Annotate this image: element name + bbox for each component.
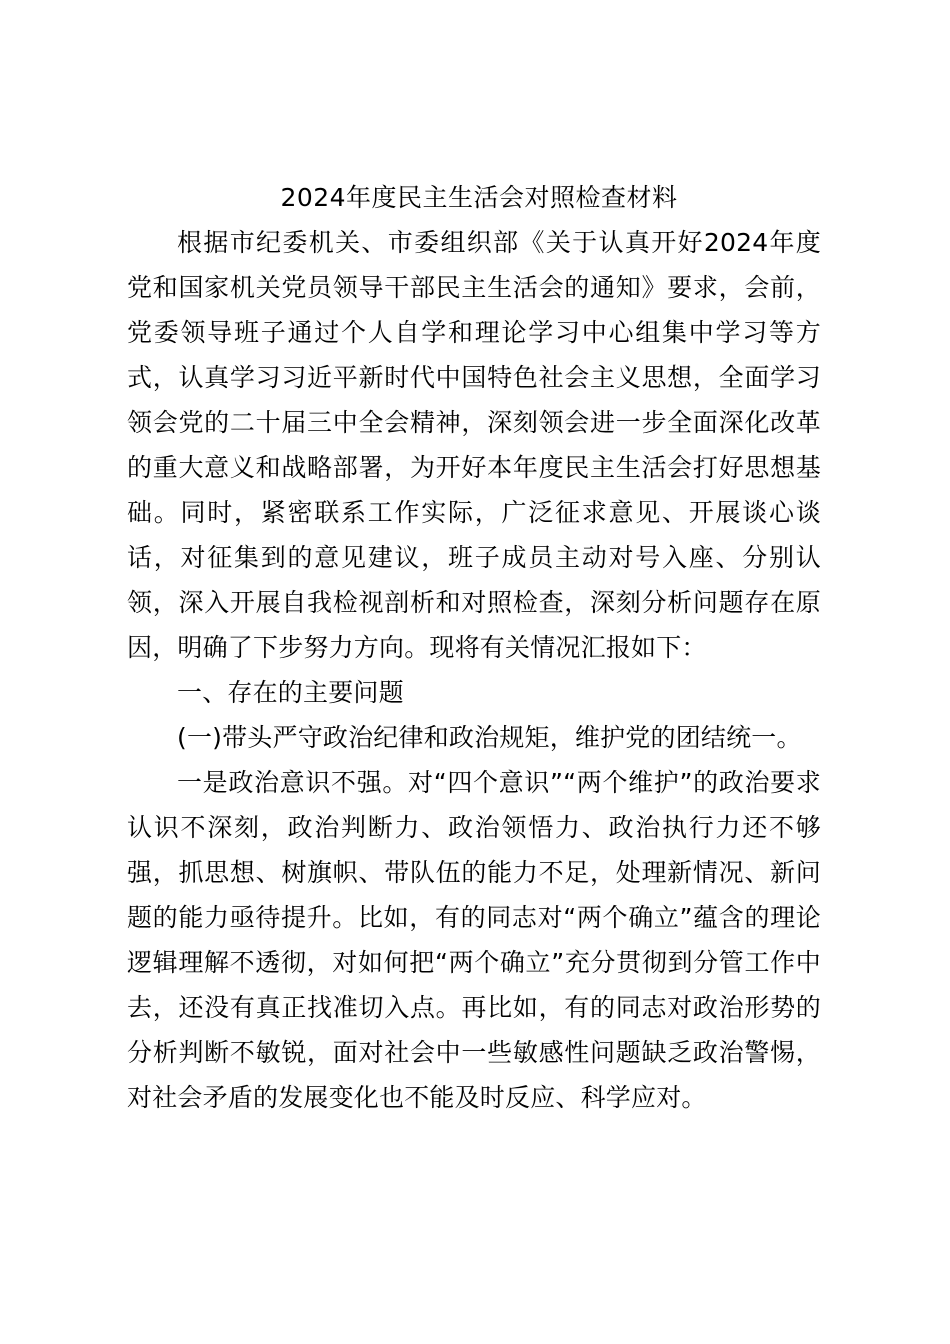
intro-paragraph: 根据市纪委机关、市委组织部《关于认真开好2024年度党和国家机关党员领导干部民主生活会的通知》要求，会前，党委领导班子通过个人自学和理论学习中心组集中学习等方式，认真学习习近平新时代中国特色社会主义思想，全面学习领会党的二十届三中全会精神，深刻领会进一步全面深化改革的重大意义和战略部署，为开好本年度民主生活会打好思想基础。同时，紧密联系工作实际，广泛征求意见、开展谈心谈话，对征集到的意见建议，班子成员主动对号入座、分别认领，深入开展自我检视剖析和对照检查，深刻分析问题存在原因，明确了下步努力方向。现将有关情况汇报如下： [127,228,821,662]
subsection-heading-political-discipline: (一)带头严守政治纪律和政治规矩，维护党的团结统一。 [177,723,802,752]
section-heading-main-problems: 一、存在的主要问题 [177,678,404,707]
political-awareness-paragraph: 一是政治意识不强。对“四个意识”“两个维护”的政治要求认识不深刻，政治判断力、政治领悟力、政治执行力还不够强，抓思想、树旗帜、带队伍的能力不足，处理新情况、新问题的能力亟待提升。比如，有的同志对“两个确立”蕴含的理论逻辑理解不透彻，对如何把“两个确立”充分贯彻到分管工作中去，还没有真正找准切入点。再比如，有的同志对政治形势的分析判断不敏锐，面对社会中一些敏感性问题缺乏政治警惕，对社会矛盾的发展变化也不能及时反应、科学应对。 [127,768,821,1112]
document-title: 2024年度民主生活会对照检查材料 [280,183,678,212]
document-body [127,176,821,1120]
